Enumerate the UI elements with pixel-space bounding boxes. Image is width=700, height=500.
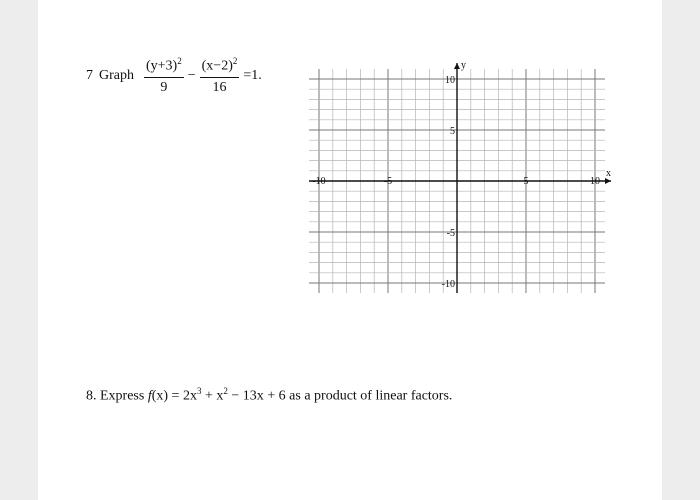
y-tick-label: -5 xyxy=(446,228,455,239)
function-name: f xyxy=(147,388,152,404)
remaining-terms: − 13x + 6 xyxy=(227,388,286,404)
fraction-x-denominator: 16 xyxy=(212,79,227,95)
fraction-y-term xyxy=(144,56,184,96)
x-term-exponent: 2 xyxy=(232,56,238,67)
x-axis-label: x xyxy=(606,168,611,179)
question-8-prompt-end: as a product of linear factors. xyxy=(289,388,453,404)
x-tick-label: 10 xyxy=(590,176,600,187)
question-8 xyxy=(86,386,452,405)
fraction-x-term xyxy=(200,56,240,96)
y-term-exponent: 2 xyxy=(177,56,182,67)
tick-labels xyxy=(312,60,611,290)
fraction-y-denominator: 9 xyxy=(160,79,168,95)
y-term-base: (y+3) xyxy=(146,58,178,74)
question-7 xyxy=(86,55,264,97)
x-tick-label: 5 xyxy=(523,176,529,187)
cubic-exponent: 3 xyxy=(196,386,202,396)
y-tick-label: -10 xyxy=(441,279,455,290)
axes xyxy=(309,63,611,293)
question-7-prompt: Graph xyxy=(99,68,134,83)
question-8-prompt-start: Express xyxy=(100,388,145,404)
question-8-number: 8. xyxy=(86,388,97,404)
equals-one: =1. xyxy=(243,68,262,83)
coordinate-grid xyxy=(305,55,611,305)
x-tick-label: -5 xyxy=(383,176,393,187)
minus-sign: − xyxy=(187,68,196,83)
fraction-y-numerator xyxy=(144,56,184,78)
fraction-x-numerator xyxy=(200,56,240,78)
y-axis-label: y xyxy=(461,60,466,71)
square-exponent: 2 xyxy=(223,386,228,396)
square-term: + x xyxy=(201,388,224,404)
y-tick-label: 10 xyxy=(445,75,455,86)
x-tick-label: -10 xyxy=(312,176,326,187)
y-axis-arrow xyxy=(454,63,460,69)
question-7-number: 7 xyxy=(86,68,93,83)
y-tick-label: 5 xyxy=(450,126,455,137)
x-term-base: (x−2) xyxy=(201,58,233,74)
function-lhs: (x) = xyxy=(151,388,183,404)
cubic-term: 2x xyxy=(182,388,197,404)
